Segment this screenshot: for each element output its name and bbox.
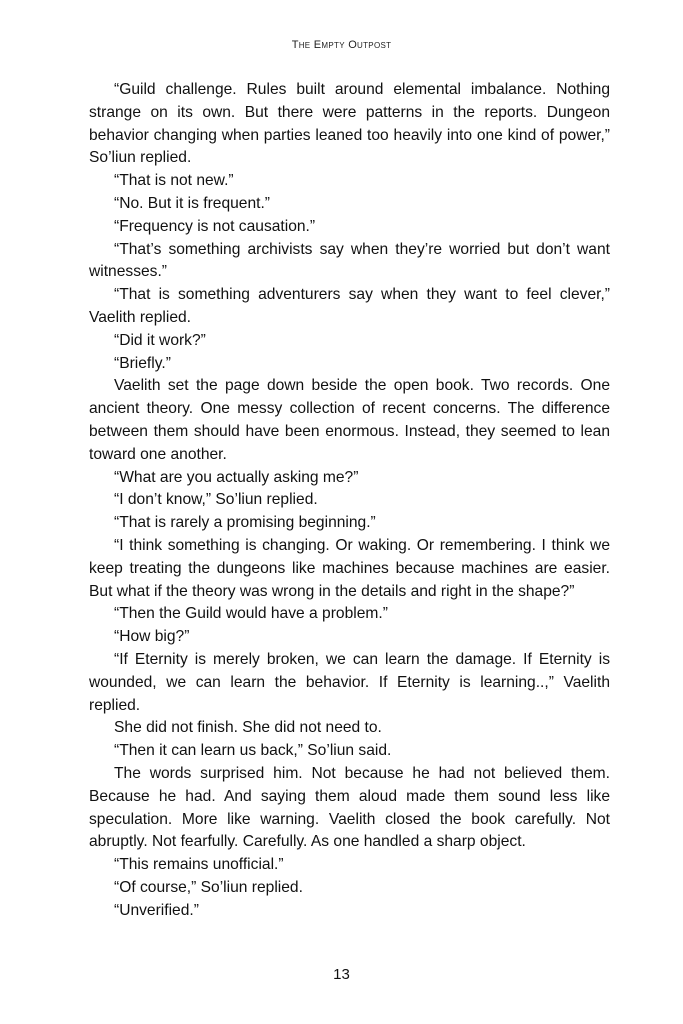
paragraph: “This remains unofficial.” [114,856,284,874]
paragraph: “No. But it is frequent.” [114,194,270,212]
paragraph: “Of course,” So’liun replied. [114,878,303,896]
paragraph: “That is rarely a promising beginning.” [114,514,376,532]
running-head: The Empty Outpost [291,39,392,51]
paragraph: “Unverified.” [114,901,199,919]
paragraph: “How big?” [114,628,190,646]
paragraph: She did not finish. She did not need to. [114,719,382,737]
paragraph: “Guild challenge. Rules built around elemental imbalance. Nothing strange on its own. But there were patterns in the reports. Dungeon behavior changing when parties leaned too heavily into one kind of power,” So’liun replied. [89,81,610,167]
paragraph: “Frequency is not causation.” [114,217,316,235]
paragraph: “If Eternity is merely broken, we can learn the damage. If Eternity is wounded, we can learn the behavior. If Eternity is learning..,” Vaelith replied. [89,650,610,714]
paragraph: “That is something adventurers say when they want to feel clever,” Vaelith replied. [89,286,610,326]
paragraph: The words surprised him. Not because he had not believed them. Because he had. And saying them aloud made them sound less like speculation. More like warning. Vaelith closed the book carefully. Not abruptly. Not fearfully. Carefully. As one handled a sharp object. [89,764,610,851]
paragraph: “Then it can learn us back,” So’liun said. [114,742,392,760]
paragraph: “I don’t know,” So’liun replied. [114,491,318,509]
paragraph: “Briefly.” [114,354,171,372]
paragraph: “Did it work?” [114,331,206,349]
paragraph: “That is not new.” [114,172,234,190]
paragraph: “Then the Guild would have a problem.” [114,605,388,623]
page-number: 13 [333,966,350,983]
paragraph: “What are you actually asking me?” [114,468,359,486]
page-body [89,79,610,922]
paragraph: “I think something is changing. Or waking. Or remembering. I think we keep treating the dungeons like machines because machines are easier. But what if the theory was wrong in the details and right in the shape?” [89,536,610,600]
paragraph: “That’s something archivists say when they’re worried but don’t want witnesses.” [89,240,610,281]
paragraph: Vaelith set the page down beside the open book. Two records. One ancient theory. One messy collection of recent concerns. The difference between them should have been enormous. Instead, they seemed to lean toward one another. [89,377,610,463]
